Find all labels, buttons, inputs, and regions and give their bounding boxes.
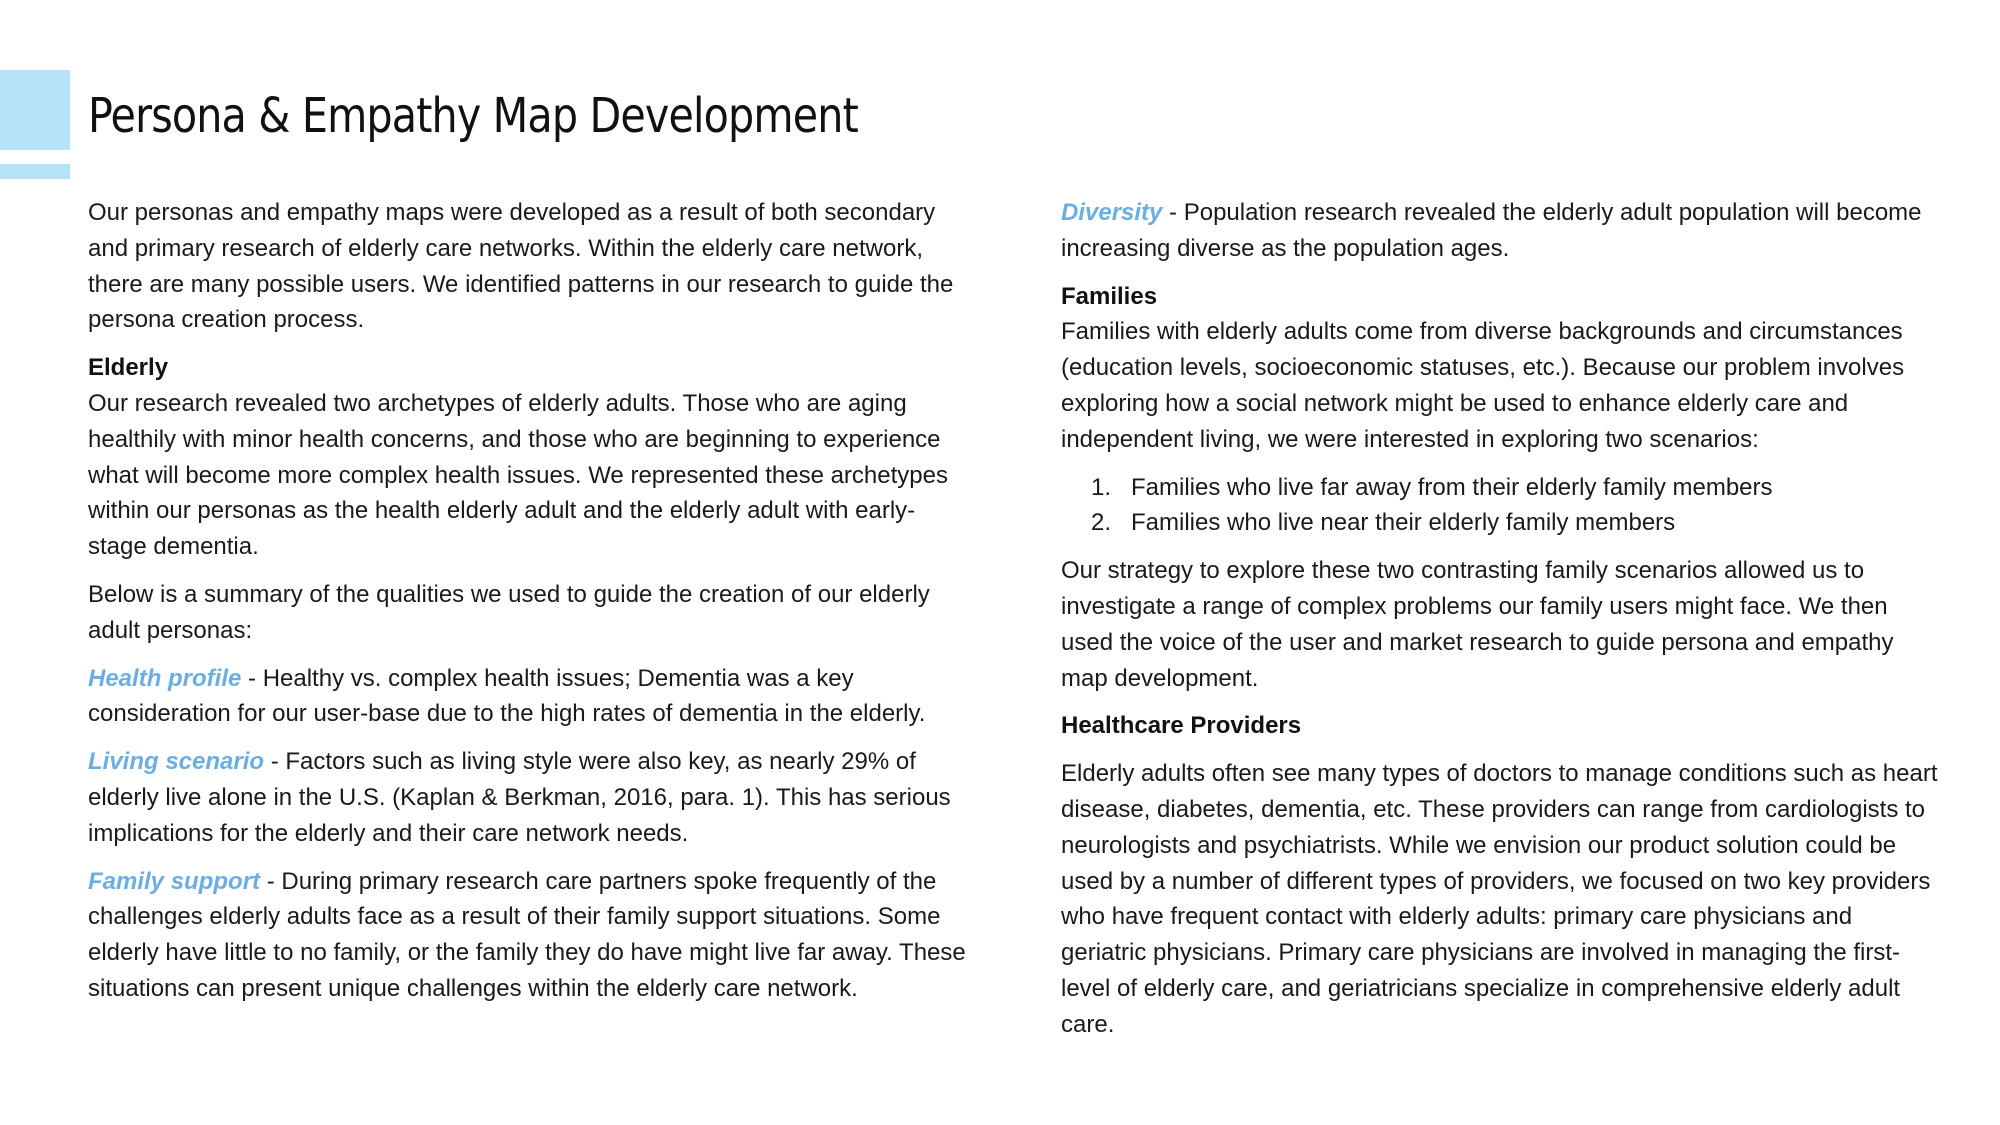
- accent-bar: [0, 164, 70, 179]
- list-item: [1061, 505, 1941, 541]
- health-profile-paragraph: [88, 661, 968, 733]
- providers-heading: Healthcare Providers: [1061, 712, 1302, 740]
- elderly-text: Our research revealed two archetypes of elderly adults. Those who are aging healthily with minor health concerns, and those who are beginning to experience what will become more complex health issues. We represented these archetypes within our personas as the health elderly adult and the elderly adult with early-stage dementia.: [88, 389, 948, 561]
- family-support-text: - During primary research care partners spoke frequently of the challenges elderly adults face as a result of their family support situations. Some elderly have little to no family, or the family they do have might live far away. These situations can present unique challenges within the elderly care network.: [88, 867, 966, 1002]
- accent-block: [0, 70, 70, 150]
- diversity-text: - Population research revealed the elderly adult population will become increasing diverse as the population ages.: [1061, 199, 1922, 262]
- providers-paragraph: Elderly adults often see many types of doctors to manage conditions such as heart disease, diabetes, dementia, etc. These providers can range from cardiologists to neurologists and psychiatrists. While we envision our product solution could be used by a number of different types of providers, we focused on two key providers who have frequent contact with elderly adults: primary care physicians and geriatric physicians. Primary care physicians are involved in managing the first-level of elderly care, and geriatricians specialize in comprehensive elderly adult care.: [1061, 760, 1938, 1038]
- diversity-label: Diversity: [1061, 199, 1163, 226]
- diversity-paragraph: [1061, 195, 1941, 267]
- list-item-text: Families who live near their elderly family members: [1131, 509, 1676, 537]
- right-column: [1061, 195, 1941, 1055]
- family-support-label: Family support: [88, 867, 261, 895]
- list-item-number: 1.: [1091, 473, 1112, 501]
- list-item-number: 2.: [1091, 509, 1112, 537]
- families-section: [1061, 279, 1941, 458]
- list-item: [1061, 470, 1941, 506]
- living-scenario-paragraph: [88, 744, 968, 851]
- providers-heading-paragraph: [1061, 708, 1941, 744]
- elderly-heading: Elderly: [88, 354, 169, 382]
- elderly-section: [88, 350, 968, 565]
- living-scenario-text: - Factors such as living style were also key, as nearly 29% of elderly live alone in the U.S. (Kaplan & Berkman, 2016, para. 1). This has serious implications for the elderly and their care network needs.: [88, 748, 951, 847]
- family-support-paragraph: [88, 864, 968, 1007]
- intro-paragraph: Our personas and empathy maps were developed as a result of both secondary and primary research of elderly care networks. Within the elderly care network, there are many possible users. We identified patterns in our research to guide the persona creation process.: [88, 199, 954, 334]
- strategy-paragraph: Our strategy to explore these two contrasting family scenarios allowed us to investigate a range of complex problems our family users might face. We then used the voice of the user and market research to guide persona and empathy map development.: [1061, 557, 1894, 692]
- families-heading: Families: [1061, 282, 1158, 310]
- health-profile-text: - Healthy vs. complex health issues; Dementia was a key consideration for our user-base due to the high rates of dementia in the elderly.: [88, 664, 926, 728]
- living-scenario-label: Living scenario: [88, 748, 265, 776]
- health-profile-label: Health profile: [88, 664, 242, 692]
- left-column: [88, 195, 968, 1019]
- families-text: Families with elderly adults come from diverse backgrounds and circumstances (education levels, socioeconomic statuses, etc.). Because our problem involves exploring how a social network might be used to enhance elderly care and independent living, we were interested in exploring two scenarios:: [1061, 318, 1905, 453]
- summary-paragraph: Below is a summary of the qualities we used to guide the creation of our elderly adult personas:: [88, 580, 930, 644]
- list-item-text: Families who live far away from their elderly family members: [1131, 473, 1773, 501]
- page-title: Persona & Empathy Map Development: [88, 88, 858, 144]
- scenario-list: [1061, 470, 1941, 542]
